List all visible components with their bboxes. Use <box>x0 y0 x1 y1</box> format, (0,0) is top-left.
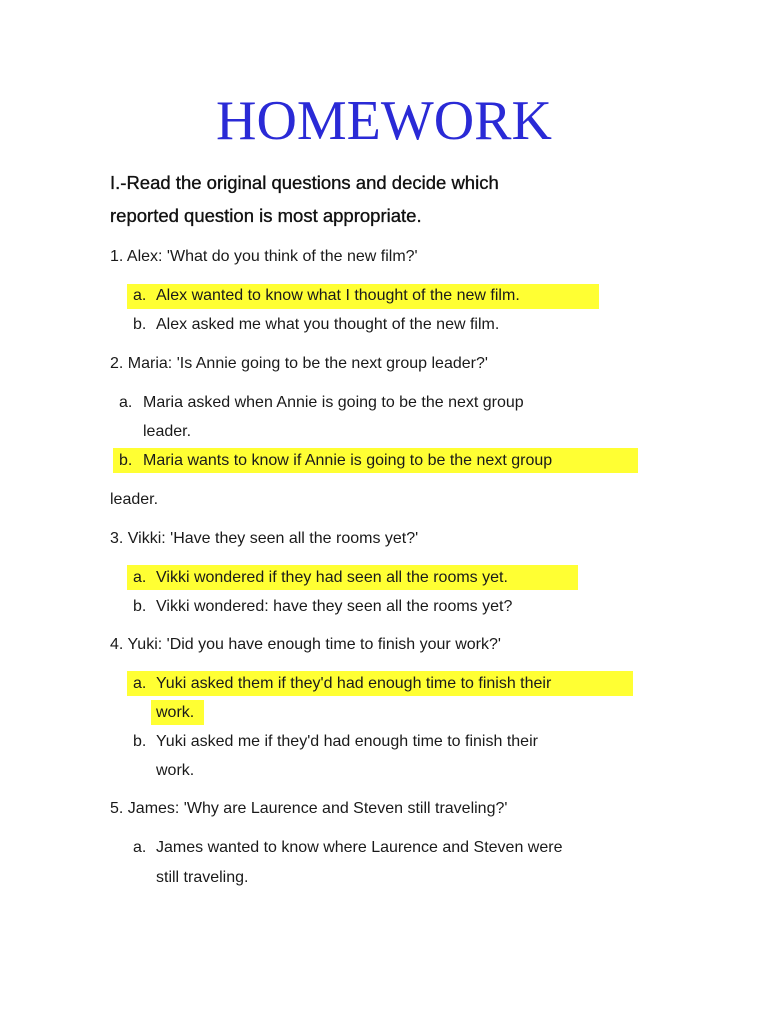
question-2-prompt: 2. Maria: 'Is Annie going to be the next group leader?' <box>110 355 488 372</box>
question-4-prompt: 4. Yuki: 'Did you have enough time to finish your work?' <box>110 636 501 653</box>
option-label: b. <box>133 316 147 333</box>
option-label: a. <box>133 569 147 586</box>
question-1-prompt: 1. Alex: 'What do you think of the new film?' <box>110 248 418 265</box>
question-1-option-b: Alex asked me what you thought of the new film. <box>156 316 500 333</box>
question-4-option-a-line-1: Yuki asked them if they'd had enough time to finish their <box>156 675 552 692</box>
option-label: a. <box>119 394 133 411</box>
option-label: b. <box>119 452 133 469</box>
option-label: a. <box>133 675 147 692</box>
instruction-line-2: reported question is most appropriate. <box>110 205 422 226</box>
question-2-option-b-line-1: Maria wants to know if Annie is going to be the next group <box>143 452 553 469</box>
question-2-option-a-line-2: leader. <box>143 423 192 440</box>
question-3-option-b: Vikki wondered: have they seen all the rooms yet? <box>156 598 513 615</box>
question-3-prompt: 3. Vikki: 'Have they seen all the rooms yet?' <box>110 530 419 547</box>
question-4-option-a-line-2: work. <box>156 704 195 721</box>
question-5-option-a-line-1: James wanted to know where Laurence and Steven were <box>156 839 563 856</box>
question-2-option-b-line-2: leader. <box>110 491 159 508</box>
question-2-option-a-line-1: Maria asked when Annie is going to be the next group <box>143 394 524 411</box>
option-label: a. <box>133 287 147 304</box>
question-3-option-a: Vikki wondered if they had seen all the rooms yet. <box>156 569 508 586</box>
question-4-option-b-line-2: work. <box>156 762 195 779</box>
question-4-option-b-line-1: Yuki asked me if they'd had enough time to finish their <box>156 733 538 750</box>
question-5-option-a-line-2: still traveling. <box>156 869 249 886</box>
option-label: a. <box>133 839 147 856</box>
option-label: b. <box>133 733 147 750</box>
page-title: HOMEWORK <box>216 90 552 152</box>
question-1-option-a: Alex wanted to know what I thought of the new film. <box>156 287 520 304</box>
question-5-prompt: 5. James: 'Why are Laurence and Steven still traveling?' <box>110 800 508 817</box>
option-label: b. <box>133 598 147 615</box>
instruction-line-1: I.-Read the original questions and decide which <box>110 172 499 193</box>
